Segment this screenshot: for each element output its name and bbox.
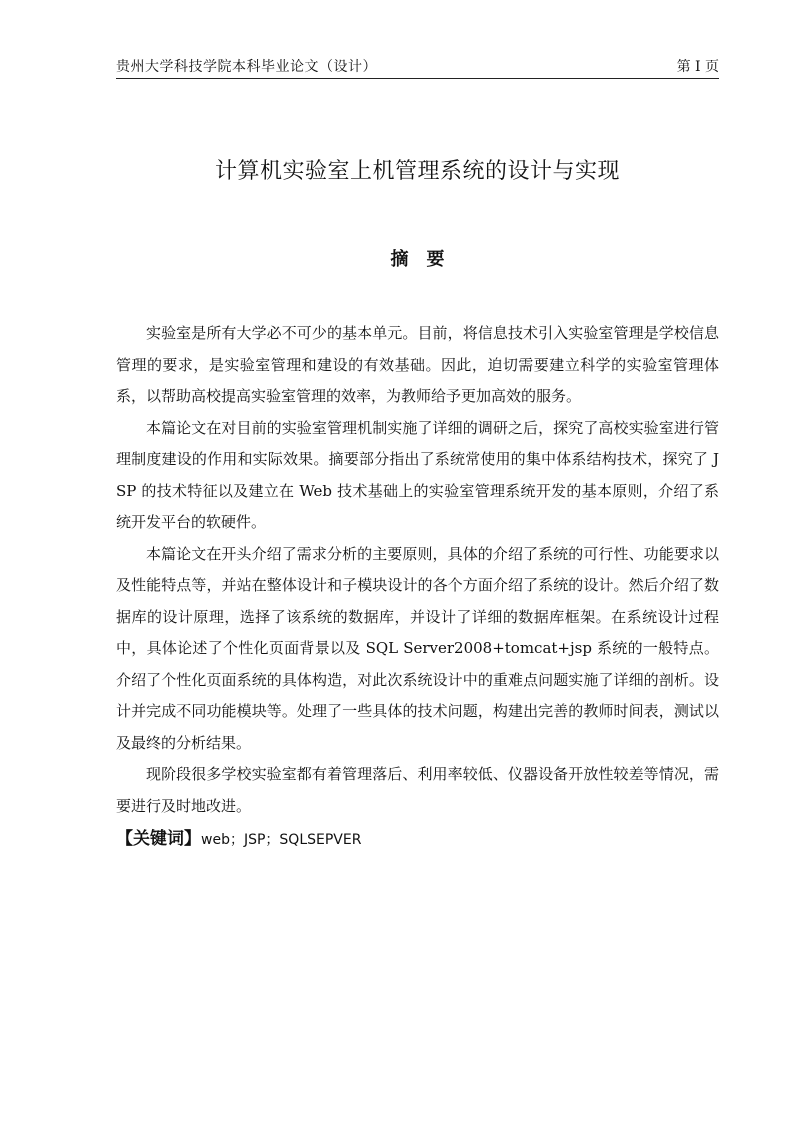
thesis-title: 计算机实验室上机管理系统的设计与实现 xyxy=(214,159,620,184)
abstract-paragraph-1: 实验室是所有大学必不可少的基本单元。目前，将信息技术引入实验室管理是学校信息管理的要求，是实验室管理和建设的有效基础。因此，迫切需要建立科学的实验室管理体系，以帮助高校提高实验室管理的效率，为教师给予更加高效的服务。 xyxy=(116,324,719,405)
header-page-number: 第 I 页 xyxy=(676,59,719,75)
abstract-heading: 摘要 xyxy=(390,249,463,270)
header-school-title: 贵州大学科技学院本科毕业论文（设计） xyxy=(116,59,377,75)
keywords-label: 【关键词】 xyxy=(116,829,201,849)
keywords-line xyxy=(116,825,719,854)
abstract-paragraph-2: 本篇论文在对目前的实验室管理机制实施了详细的调研之后，探究了高校实验室进行管理制度建设的作用和实际效果。摘要部分指出了系统常使用的集中体系结构技术，探究了 JSP 的技术特征以及建立在 Web 技术基础上的实验室管理系统开发的基本原则，介绍了系统开发平台的软硬件。 xyxy=(116,418,719,531)
abstract-body xyxy=(116,318,719,854)
abstract-paragraph-3: 本篇论文在开头介绍了需求分析的主要原则，具体的介绍了系统的可行性、功能要求以及性能特点等，并站在整体设计和子模块设计的各个方面介绍了系统的设计。然后介绍了数据库的设计原理，选择了该系统的数据库，并设计了详细的数据库框架。在系统设计过程中，具体论述了个性化页面背景以及 SQL Server2008+tomcat+jsp 系统的一般特点。介绍了个性化页面系统的具体构造，对此次系统设计中的重难点问题实施了详细的剖析。设计并完成不同功能模块等。处理了一些具体的技术问题，构建出完善的教师时间表，测试以及最终的分析结果。 xyxy=(116,544,719,752)
page-header xyxy=(116,56,719,79)
abstract-paragraph-4: 现阶段很多学校实验室都有着管理落后、利用率较低、仪器设备开放性较差等情况，需要进行及时地改进。 xyxy=(116,765,719,815)
keywords-value: web；JSP；SQLSEPVER xyxy=(201,832,362,848)
